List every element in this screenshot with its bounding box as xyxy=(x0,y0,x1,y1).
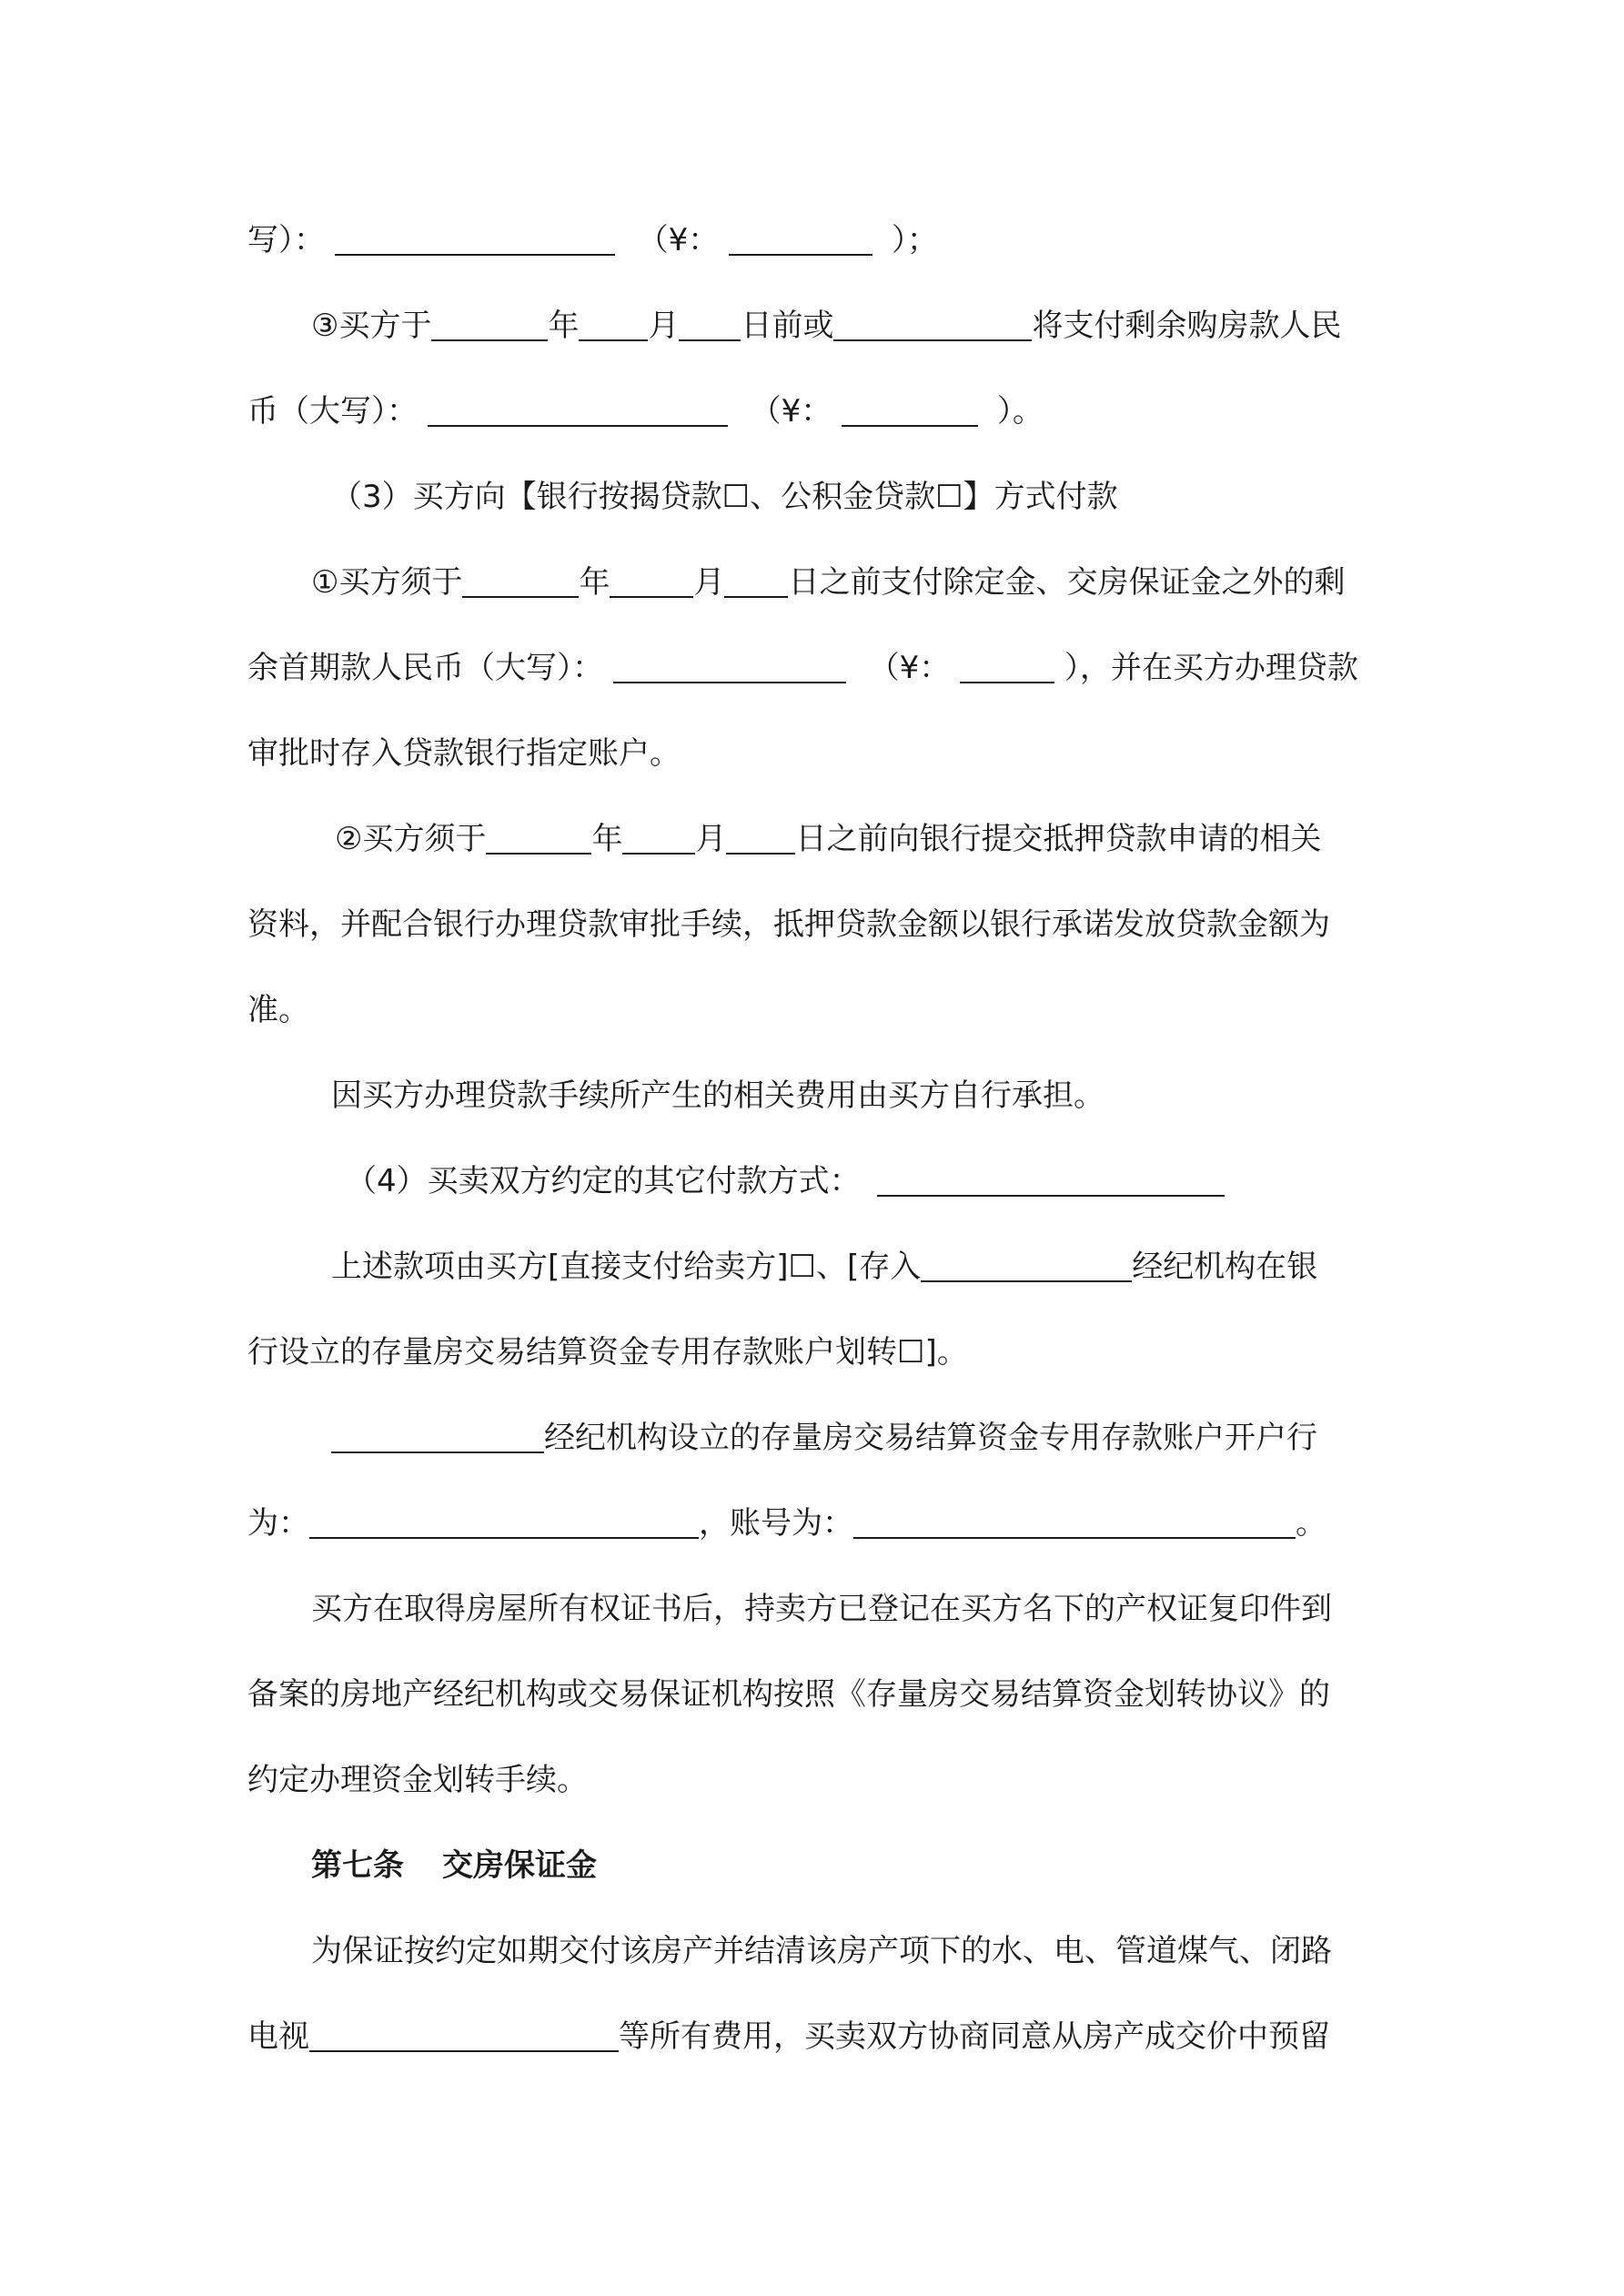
text-line: 备案的房地产经纪机构或交易保证机构按照《存量房交易结算资金划转协议》的 xyxy=(247,1676,1330,1713)
text-line: （4）买卖双方约定的其它付款方式： xyxy=(346,1158,1492,1205)
text-line: 写）： （¥： ）； xyxy=(247,222,938,258)
text-line: 电视 等所有费用，买卖双方协商同意从房产成交价中预留 xyxy=(247,2018,1330,2055)
text-line: 为保证按约定如期交付该房产并结清该房产项下的水、电、管道煤气、闭路 xyxy=(311,1933,1332,1969)
text-line: 币（大写）： （¥： ）。 xyxy=(247,393,1044,430)
blank-field[interactable] xyxy=(610,565,693,598)
blank-field[interactable] xyxy=(724,565,788,598)
blank-field[interactable] xyxy=(726,822,795,855)
blank-field[interactable] xyxy=(842,394,978,427)
blank-field[interactable] xyxy=(729,223,873,256)
text-line: 约定办理资金划转手续。 xyxy=(247,1762,588,1798)
blank-field[interactable] xyxy=(622,822,695,855)
text-line: 准。 xyxy=(247,992,309,1028)
text-line: 买方在取得房屋所有权证书后，持卖方已登记在买方名下的产权证复印件到 xyxy=(311,1591,1332,1627)
text-line: 为： ，账号为： 。 xyxy=(247,1505,1326,1542)
text-line: 因买方办理贷款手续所产生的相关费用由买方自行承担。 xyxy=(331,1077,1105,1114)
text-line: 审批时存入贷款银行指定账户。 xyxy=(247,735,681,772)
blank-field[interactable] xyxy=(579,308,648,341)
blank-field[interactable] xyxy=(309,1506,699,1539)
blank-field[interactable] xyxy=(679,308,741,341)
blank-field[interactable] xyxy=(853,1506,1296,1539)
text-line: 行设立的存量房交易结算资金专用存款账户划转☐]。 xyxy=(247,1334,968,1371)
blank-field[interactable] xyxy=(613,651,846,683)
text-line: 上述款项由买方[直接支付给卖方]☐、[存入 经纪机构在银 xyxy=(331,1249,1318,1285)
section-heading: 第七条 交房保证金 xyxy=(311,1847,597,1884)
blank-field[interactable] xyxy=(309,2019,619,2052)
text-line: ③买方于 年 月 日前或 将支付剩余购房款人民 xyxy=(311,308,1342,344)
blank-field[interactable] xyxy=(331,1421,544,1453)
blank-field[interactable] xyxy=(431,308,548,341)
text-line: 经纪机构设立的存量房交易结算资金专用存款账户开户行 xyxy=(331,1414,1478,1462)
blank-field[interactable] xyxy=(486,822,591,855)
text-line: ①买方须于 年 月 日之前支付除定金、交房保证金之外的剩 xyxy=(311,564,1346,601)
blank-field[interactable] xyxy=(877,1164,1225,1197)
text-line: （3）买方向【银行按揭贷款☐、公积金贷款☐】方式付款 xyxy=(331,479,1118,515)
text-line: 余首期款人民币（大写）： （¥： ），并在买方办理贷款 xyxy=(247,650,1358,686)
blank-field[interactable] xyxy=(428,394,728,427)
blank-field[interactable] xyxy=(833,308,1032,341)
blank-field[interactable] xyxy=(335,223,615,256)
blank-field[interactable] xyxy=(921,1249,1132,1282)
blank-field[interactable] xyxy=(462,565,579,598)
blank-field[interactable] xyxy=(960,651,1054,683)
text-line: 资料，并配合银行办理贷款审批手续，抵押贷款金额以银行承诺发放贷款金额为 xyxy=(247,906,1330,943)
text-line: ②买方须于 年 月 日之前向银行提交抵押贷款申请的相关 xyxy=(335,821,1322,857)
